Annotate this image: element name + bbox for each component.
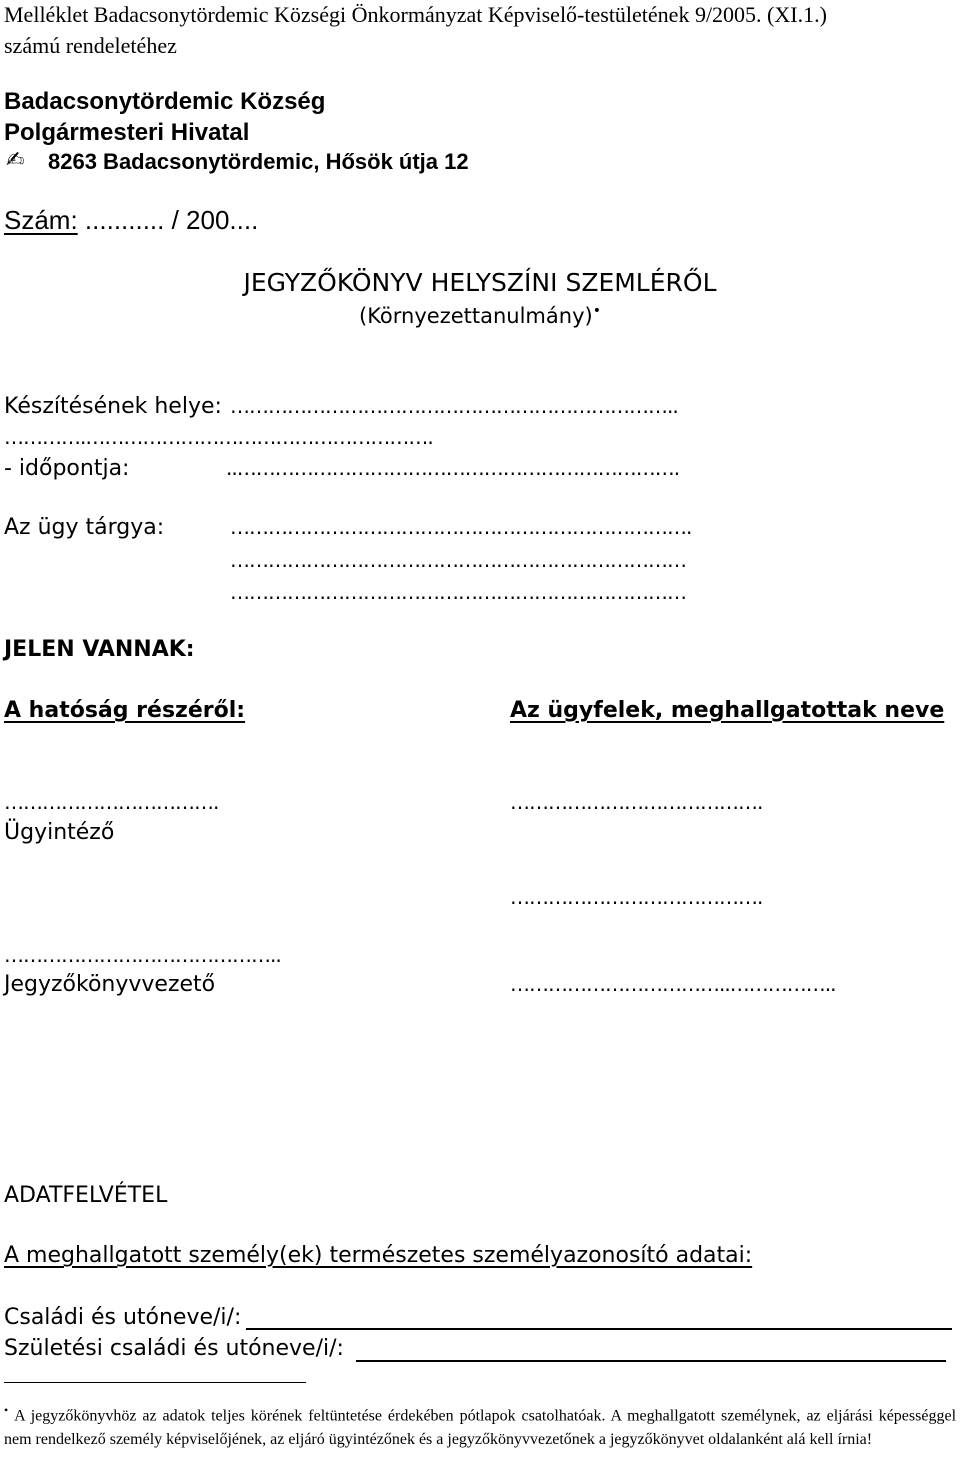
- reference-label: Szám:: [4, 205, 78, 235]
- place-label: Készítésének helye:: [4, 394, 222, 419]
- office-department: Polgármesteri Hivatal: [4, 119, 250, 146]
- time-label: - időpontja:: [4, 456, 130, 481]
- attachment-header-line1: Melléklet Badacsonytördemic Községi Önkormányzat Képviselő-testületének 9/2005. (XI.1.): [4, 2, 827, 27]
- office-address: 8263 Badacsonytördemic, Hősök útja 12: [48, 149, 469, 174]
- parties-heading: Az ügyfelek, meghallgatottak neve: [510, 698, 945, 723]
- party-signature-dots: ………………………………….: [510, 885, 763, 909]
- footnote-marker: •: [592, 303, 601, 319]
- family-name-input-line[interactable]: [246, 1328, 952, 1330]
- page-subtitle: [0, 303, 960, 328]
- footnote-bullet: •: [4, 1403, 9, 1417]
- family-name-label: Családi és utóneve/i/:: [4, 1305, 242, 1330]
- data-section-heading: ADATFELVÉTEL: [4, 1183, 168, 1208]
- data-section-subheading: A meghallgatott személy(ek) természetes személyazonosító adatai:: [4, 1243, 753, 1268]
- recorder-label: Jegyzőkönyvvezető: [4, 972, 216, 997]
- recorder-signature-dots: ……………………………………..: [4, 943, 281, 967]
- caseworker-label: Ügyintéző: [4, 820, 115, 845]
- attachment-header-line2: számú rendeletéhez: [4, 33, 177, 58]
- subtitle-text: (Környezettanulmány): [359, 304, 593, 328]
- footnote: [4, 1398, 956, 1452]
- time-dots: ..…………………………………………………………….: [226, 456, 680, 480]
- subject-label: Az ügy tárgya:: [4, 515, 165, 540]
- birth-name-label: Születési családi és utóneve/i/:: [4, 1336, 344, 1361]
- reference-value: ........... / 200....: [84, 205, 259, 235]
- subject-dots-line3: ………………………………………………………………: [230, 580, 686, 604]
- footnote-separator: [4, 1382, 306, 1383]
- birth-name-input-line[interactable]: [356, 1360, 946, 1362]
- party-signature-dots: ………………………………….: [510, 790, 763, 814]
- present-heading: JELEN VANNAK:: [4, 637, 195, 662]
- subject-dots-line2: ………………………………………………………………: [230, 548, 686, 572]
- reference-number: [4, 205, 258, 236]
- pen-icon: ✍: [6, 148, 25, 173]
- place-dots-line1: ……………………………………………………………..: [230, 394, 678, 418]
- footnote-text: A jegyzőkönyvhöz az adatok teljes körének feltüntetése érdekében pótlapok csatolhatóak. A meghallgatott személynek, az eljárási képességgel nem rendelkező személy képviselőjének, az eljáró ügyintézőnek és a jegyzőkönyvvezetőnek a jegyzőkönyvet oldalanként alá kell írnia!: [4, 1407, 957, 1449]
- place-dots-line2: ………….……………………………………………….: [4, 425, 433, 449]
- page-title: JEGYZŐKÖNYV HELYSZÍNI SZEMLÉRŐL: [243, 268, 717, 297]
- office-name: Badacsonytördemic Község: [4, 88, 326, 115]
- authority-heading: A hatóság részéről:: [4, 698, 246, 723]
- party-signature-dots: ……………………………..……………..: [510, 972, 836, 996]
- caseworker-signature-dots: …………………………….: [4, 790, 219, 814]
- subject-dots-line1: ……………………………………………………………….: [230, 515, 692, 539]
